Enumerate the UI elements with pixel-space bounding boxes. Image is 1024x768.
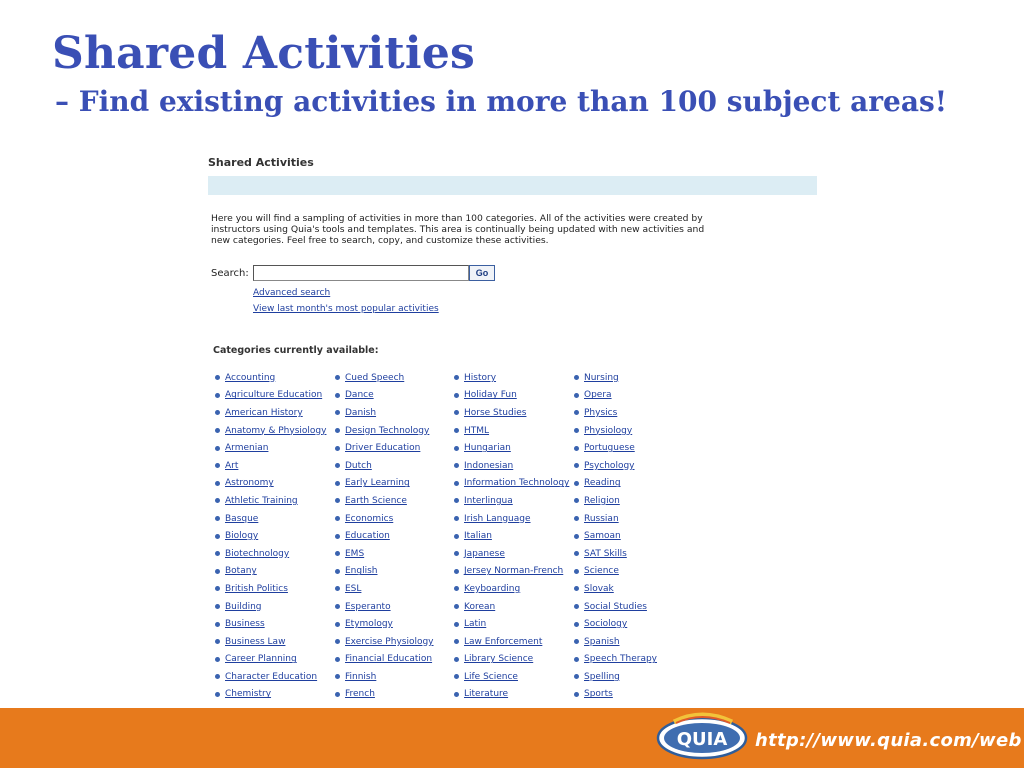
bullet-icon	[574, 463, 579, 468]
category-item[interactable]	[335, 668, 434, 686]
category-item[interactable]	[454, 527, 569, 545]
bullet-icon	[215, 393, 220, 398]
category-link[interactable]: Portuguese	[584, 443, 635, 454]
category-item[interactable]	[454, 387, 569, 405]
category-column-4	[574, 369, 657, 703]
bullet-icon	[454, 569, 459, 574]
bullet-icon	[574, 516, 579, 521]
category-link[interactable]: Chemistry	[225, 689, 272, 700]
category-item[interactable]	[215, 492, 326, 510]
category-link[interactable]: Italian	[464, 531, 492, 542]
category-item[interactable]	[454, 598, 569, 616]
category-item[interactable]	[454, 668, 569, 686]
bullet-icon	[454, 604, 459, 609]
bullet-icon	[454, 446, 459, 451]
category-item[interactable]	[574, 492, 657, 510]
bullet-icon	[454, 393, 459, 398]
category-link[interactable]: Dutch	[345, 460, 372, 471]
category-item[interactable]	[454, 510, 569, 528]
category-item[interactable]	[454, 369, 569, 387]
bullet-icon	[454, 586, 459, 591]
category-link[interactable]: Exercise Physiology	[345, 636, 434, 647]
category-item[interactable]	[454, 580, 569, 598]
category-item[interactable]	[574, 545, 657, 563]
category-item[interactable]	[454, 563, 569, 581]
popular-activities-link[interactable]: View last month's most popular activities	[253, 304, 439, 314]
bullet-icon	[454, 498, 459, 503]
bullet-icon	[454, 657, 459, 662]
footer-url: http://www.quia.com/web	[755, 730, 1022, 751]
category-item[interactable]	[454, 651, 569, 669]
category-link[interactable]: Psychology	[584, 460, 635, 471]
category-item[interactable]	[574, 615, 657, 633]
category-item[interactable]	[574, 404, 657, 422]
bullet-icon	[215, 551, 220, 556]
category-link[interactable]: Accounting	[225, 372, 276, 383]
category-item[interactable]	[215, 633, 326, 651]
bullet-icon	[335, 498, 340, 503]
category-link[interactable]: Russian	[584, 513, 619, 524]
bullet-icon	[335, 516, 340, 521]
category-link[interactable]: Interlingua	[464, 495, 513, 506]
bullet-icon	[574, 375, 579, 380]
bullet-icon	[215, 498, 220, 503]
category-link[interactable]: Physiology	[584, 425, 633, 436]
category-link[interactable]: Agriculture Education	[225, 390, 323, 401]
category-item[interactable]	[335, 492, 434, 510]
bullet-icon	[215, 516, 220, 521]
category-item[interactable]	[574, 527, 657, 545]
bullet-icon	[215, 657, 220, 662]
bullet-icon	[454, 551, 459, 556]
category-link[interactable]: ESL	[345, 583, 362, 594]
category-item[interactable]	[454, 457, 569, 475]
bullet-icon	[574, 410, 579, 415]
category-item[interactable]	[335, 404, 434, 422]
category-item[interactable]	[215, 510, 326, 528]
logo-text: QUIA	[676, 729, 728, 750]
category-link[interactable]: Spanish	[584, 636, 620, 647]
category-link[interactable]: Horse Studies	[464, 407, 527, 418]
bullet-icon	[574, 551, 579, 556]
category-item[interactable]	[574, 686, 657, 704]
category-link[interactable]: Anatomy & Physiology	[225, 425, 327, 436]
category-link[interactable]: Jersey Norman-French	[464, 566, 564, 577]
category-item[interactable]	[215, 422, 326, 440]
category-item[interactable]	[215, 439, 326, 457]
bullet-icon	[574, 692, 579, 697]
category-link[interactable]: Information Technology	[464, 478, 570, 489]
category-item[interactable]	[215, 369, 326, 387]
category-link[interactable]: Economics	[345, 513, 394, 524]
category-item[interactable]	[215, 475, 326, 493]
category-link[interactable]: Dance	[345, 390, 374, 401]
bullet-icon	[335, 446, 340, 451]
bullet-icon	[454, 622, 459, 627]
category-link[interactable]: Art	[225, 460, 239, 471]
category-item[interactable]	[335, 651, 434, 669]
category-link[interactable]: Holiday Fun	[464, 390, 517, 401]
category-link[interactable]: Early Learning	[345, 478, 410, 489]
bullet-icon	[574, 481, 579, 486]
category-item[interactable]	[574, 439, 657, 457]
category-link[interactable]: HTML	[464, 425, 490, 436]
category-link[interactable]: Speech Therapy	[584, 654, 658, 665]
bullet-icon	[335, 674, 340, 679]
category-item[interactable]	[335, 369, 434, 387]
bullet-icon	[335, 569, 340, 574]
category-link[interactable]: Social Studies	[584, 601, 647, 612]
category-link[interactable]: Nursing	[584, 372, 619, 383]
category-link[interactable]: Biotechnology	[225, 548, 290, 559]
category-item[interactable]	[335, 475, 434, 493]
category-item[interactable]	[335, 615, 434, 633]
category-link[interactable]: Literature	[464, 689, 509, 700]
category-item[interactable]	[215, 457, 326, 475]
bullet-icon	[335, 622, 340, 627]
category-link[interactable]: Athletic Training	[225, 495, 298, 506]
category-item[interactable]	[574, 633, 657, 651]
category-link[interactable]: Korean	[464, 601, 496, 612]
bullet-icon	[574, 428, 579, 433]
bullet-icon	[454, 639, 459, 644]
category-link[interactable]: Biology	[225, 531, 259, 542]
category-item[interactable]	[454, 439, 569, 457]
bullet-icon	[335, 639, 340, 644]
page-heading: Shared Activities	[208, 156, 314, 169]
bullet-icon	[215, 674, 220, 679]
category-link[interactable]: Irish Language	[464, 513, 531, 524]
category-link[interactable]: Library Science	[464, 654, 534, 665]
bullet-icon	[215, 375, 220, 380]
category-link[interactable]: Danish	[345, 407, 377, 418]
category-link[interactable]: Law Enforcement	[464, 636, 543, 647]
category-item[interactable]	[574, 580, 657, 598]
category-link[interactable]: American History	[225, 407, 303, 418]
category-link[interactable]: Keyboarding	[464, 583, 521, 594]
bullet-icon	[335, 692, 340, 697]
bullet-icon	[215, 692, 220, 697]
bullet-icon	[454, 375, 459, 380]
slide-subtitle: – Find existing activities in more than 100 subject areas!	[55, 85, 948, 118]
category-link[interactable]: Etymology	[345, 619, 393, 630]
category-item[interactable]	[335, 686, 434, 704]
bullet-icon	[215, 622, 220, 627]
category-link[interactable]: EMS	[345, 548, 365, 559]
category-item[interactable]	[215, 668, 326, 686]
category-link[interactable]: Botany	[225, 566, 257, 577]
category-column-1	[215, 369, 326, 703]
category-item[interactable]	[574, 457, 657, 475]
search-label: Search:	[211, 268, 249, 279]
bullet-icon	[574, 586, 579, 591]
bullet-icon	[454, 410, 459, 415]
advanced-search-link[interactable]: Advanced search	[253, 288, 331, 298]
category-item[interactable]	[215, 527, 326, 545]
category-item[interactable]	[335, 510, 434, 528]
category-link[interactable]: SAT Skills	[584, 548, 627, 559]
bullet-icon	[454, 428, 459, 433]
bullet-icon	[335, 393, 340, 398]
category-link[interactable]: Japanese	[464, 548, 505, 559]
bullet-icon	[335, 551, 340, 556]
category-column-3	[454, 369, 569, 703]
category-link[interactable]: Cued Speech	[345, 372, 405, 383]
category-item[interactable]	[454, 633, 569, 651]
category-link[interactable]: Spelling	[584, 671, 620, 682]
category-link[interactable]: Education	[345, 531, 390, 542]
category-link[interactable]: Basque	[225, 513, 259, 524]
category-link[interactable]: Sports	[584, 689, 613, 700]
category-item[interactable]	[215, 404, 326, 422]
category-item[interactable]	[574, 369, 657, 387]
category-link[interactable]: Astronomy	[225, 478, 274, 489]
category-link[interactable]: Sociology	[584, 619, 628, 630]
category-link[interactable]: Career Planning	[225, 654, 297, 665]
slide-title: Shared Activities	[52, 28, 475, 79]
category-link[interactable]: Reading	[584, 478, 621, 489]
quia-logo	[656, 710, 752, 762]
category-link[interactable]: Building	[225, 601, 262, 612]
category-link[interactable]: Religion	[584, 495, 620, 506]
header-band	[208, 176, 817, 195]
bullet-icon	[215, 410, 220, 415]
category-item[interactable]	[215, 686, 326, 704]
bullet-icon	[215, 446, 220, 451]
category-item[interactable]	[574, 510, 657, 528]
intro-text: Here you will find a sampling of activities in more than 100 categories. All of the activities were created by instructors using Quia's tools and templates. This area is continually being updated with new activities and new categories. Feel free to search, copy, and customize these activities.	[211, 213, 705, 246]
category-link[interactable]: Physics	[584, 407, 618, 418]
category-item[interactable]	[335, 633, 434, 651]
bullet-icon	[574, 498, 579, 503]
bullet-icon	[215, 569, 220, 574]
bullet-icon	[215, 604, 220, 609]
category-link[interactable]: Samoan	[584, 531, 621, 542]
category-link[interactable]: Business	[225, 619, 265, 630]
category-item[interactable]	[454, 686, 569, 704]
category-item[interactable]	[335, 422, 434, 440]
bullet-icon	[574, 622, 579, 627]
category-link[interactable]: Financial Education	[345, 654, 433, 665]
bullet-icon	[454, 516, 459, 521]
category-item[interactable]	[215, 545, 326, 563]
category-link[interactable]: Slovak	[584, 583, 614, 594]
category-item[interactable]	[574, 475, 657, 493]
bullet-icon	[574, 674, 579, 679]
shared-activities-screenshot	[200, 150, 825, 706]
bullet-icon	[454, 674, 459, 679]
category-item[interactable]	[215, 387, 326, 405]
bullet-icon	[335, 604, 340, 609]
bullet-icon	[454, 481, 459, 486]
category-link[interactable]: Finnish	[345, 671, 377, 682]
category-link[interactable]: English	[345, 566, 378, 577]
go-button[interactable]: Go	[469, 265, 495, 281]
category-item[interactable]	[574, 668, 657, 686]
category-link[interactable]: Business Law	[225, 636, 286, 647]
category-item[interactable]	[335, 527, 434, 545]
bullet-icon	[215, 586, 220, 591]
search-input[interactable]	[253, 265, 469, 281]
category-item[interactable]	[335, 387, 434, 405]
category-item[interactable]	[215, 563, 326, 581]
category-link[interactable]: Design Technology	[345, 425, 430, 436]
bullet-icon	[574, 569, 579, 574]
category-item[interactable]	[335, 457, 434, 475]
bullet-icon	[335, 481, 340, 486]
bullet-icon	[574, 393, 579, 398]
category-column-2	[335, 369, 434, 703]
category-item[interactable]	[574, 651, 657, 669]
category-link[interactable]: Science	[584, 566, 619, 577]
category-link[interactable]: Latin	[464, 619, 487, 630]
category-item[interactable]	[574, 563, 657, 581]
category-item[interactable]	[454, 545, 569, 563]
category-item[interactable]	[574, 598, 657, 616]
category-item[interactable]	[335, 598, 434, 616]
category-link[interactable]: History	[464, 372, 497, 383]
category-link[interactable]: Earth Science	[345, 495, 407, 506]
bullet-icon	[574, 446, 579, 451]
bullet-icon	[335, 657, 340, 662]
category-item[interactable]	[215, 651, 326, 669]
categories-heading: Categories currently available:	[213, 345, 379, 356]
category-link[interactable]: Life Science	[464, 671, 518, 682]
category-item[interactable]	[574, 387, 657, 405]
category-link[interactable]: Driver Education	[345, 443, 421, 454]
bullet-icon	[215, 481, 220, 486]
bullet-icon	[215, 463, 220, 468]
category-link[interactable]: Indonesian	[464, 460, 514, 471]
bullet-icon	[215, 534, 220, 539]
bullet-icon	[215, 639, 220, 644]
bullet-icon	[454, 463, 459, 468]
category-item[interactable]	[454, 475, 569, 493]
category-item[interactable]	[574, 422, 657, 440]
category-item[interactable]	[454, 615, 569, 633]
bullet-icon	[454, 534, 459, 539]
bullet-icon	[574, 657, 579, 662]
category-link[interactable]: Opera	[584, 390, 612, 401]
category-link[interactable]: French	[345, 689, 375, 700]
bullet-icon	[335, 375, 340, 380]
category-link[interactable]: British Politics	[225, 583, 288, 594]
bullet-icon	[335, 586, 340, 591]
bullet-icon	[574, 534, 579, 539]
bullet-icon	[335, 463, 340, 468]
bullet-icon	[574, 639, 579, 644]
bullet-icon	[574, 604, 579, 609]
bullet-icon	[335, 410, 340, 415]
category-item[interactable]	[454, 404, 569, 422]
category-item[interactable]	[335, 580, 434, 598]
category-item[interactable]	[215, 615, 326, 633]
bullet-icon	[215, 428, 220, 433]
bullet-icon	[454, 692, 459, 697]
category-item[interactable]	[335, 545, 434, 563]
category-item[interactable]	[454, 422, 569, 440]
bullet-icon	[335, 534, 340, 539]
category-item[interactable]	[335, 563, 434, 581]
category-item[interactable]	[335, 439, 434, 457]
category-link[interactable]: Hungarian	[464, 443, 511, 454]
category-item[interactable]	[454, 492, 569, 510]
category-link[interactable]: Armenian	[225, 443, 269, 454]
category-link[interactable]: Esperanto	[345, 601, 391, 612]
bullet-icon	[335, 428, 340, 433]
category-item[interactable]	[215, 598, 326, 616]
category-link[interactable]: Character Education	[225, 671, 318, 682]
category-item[interactable]	[215, 580, 326, 598]
